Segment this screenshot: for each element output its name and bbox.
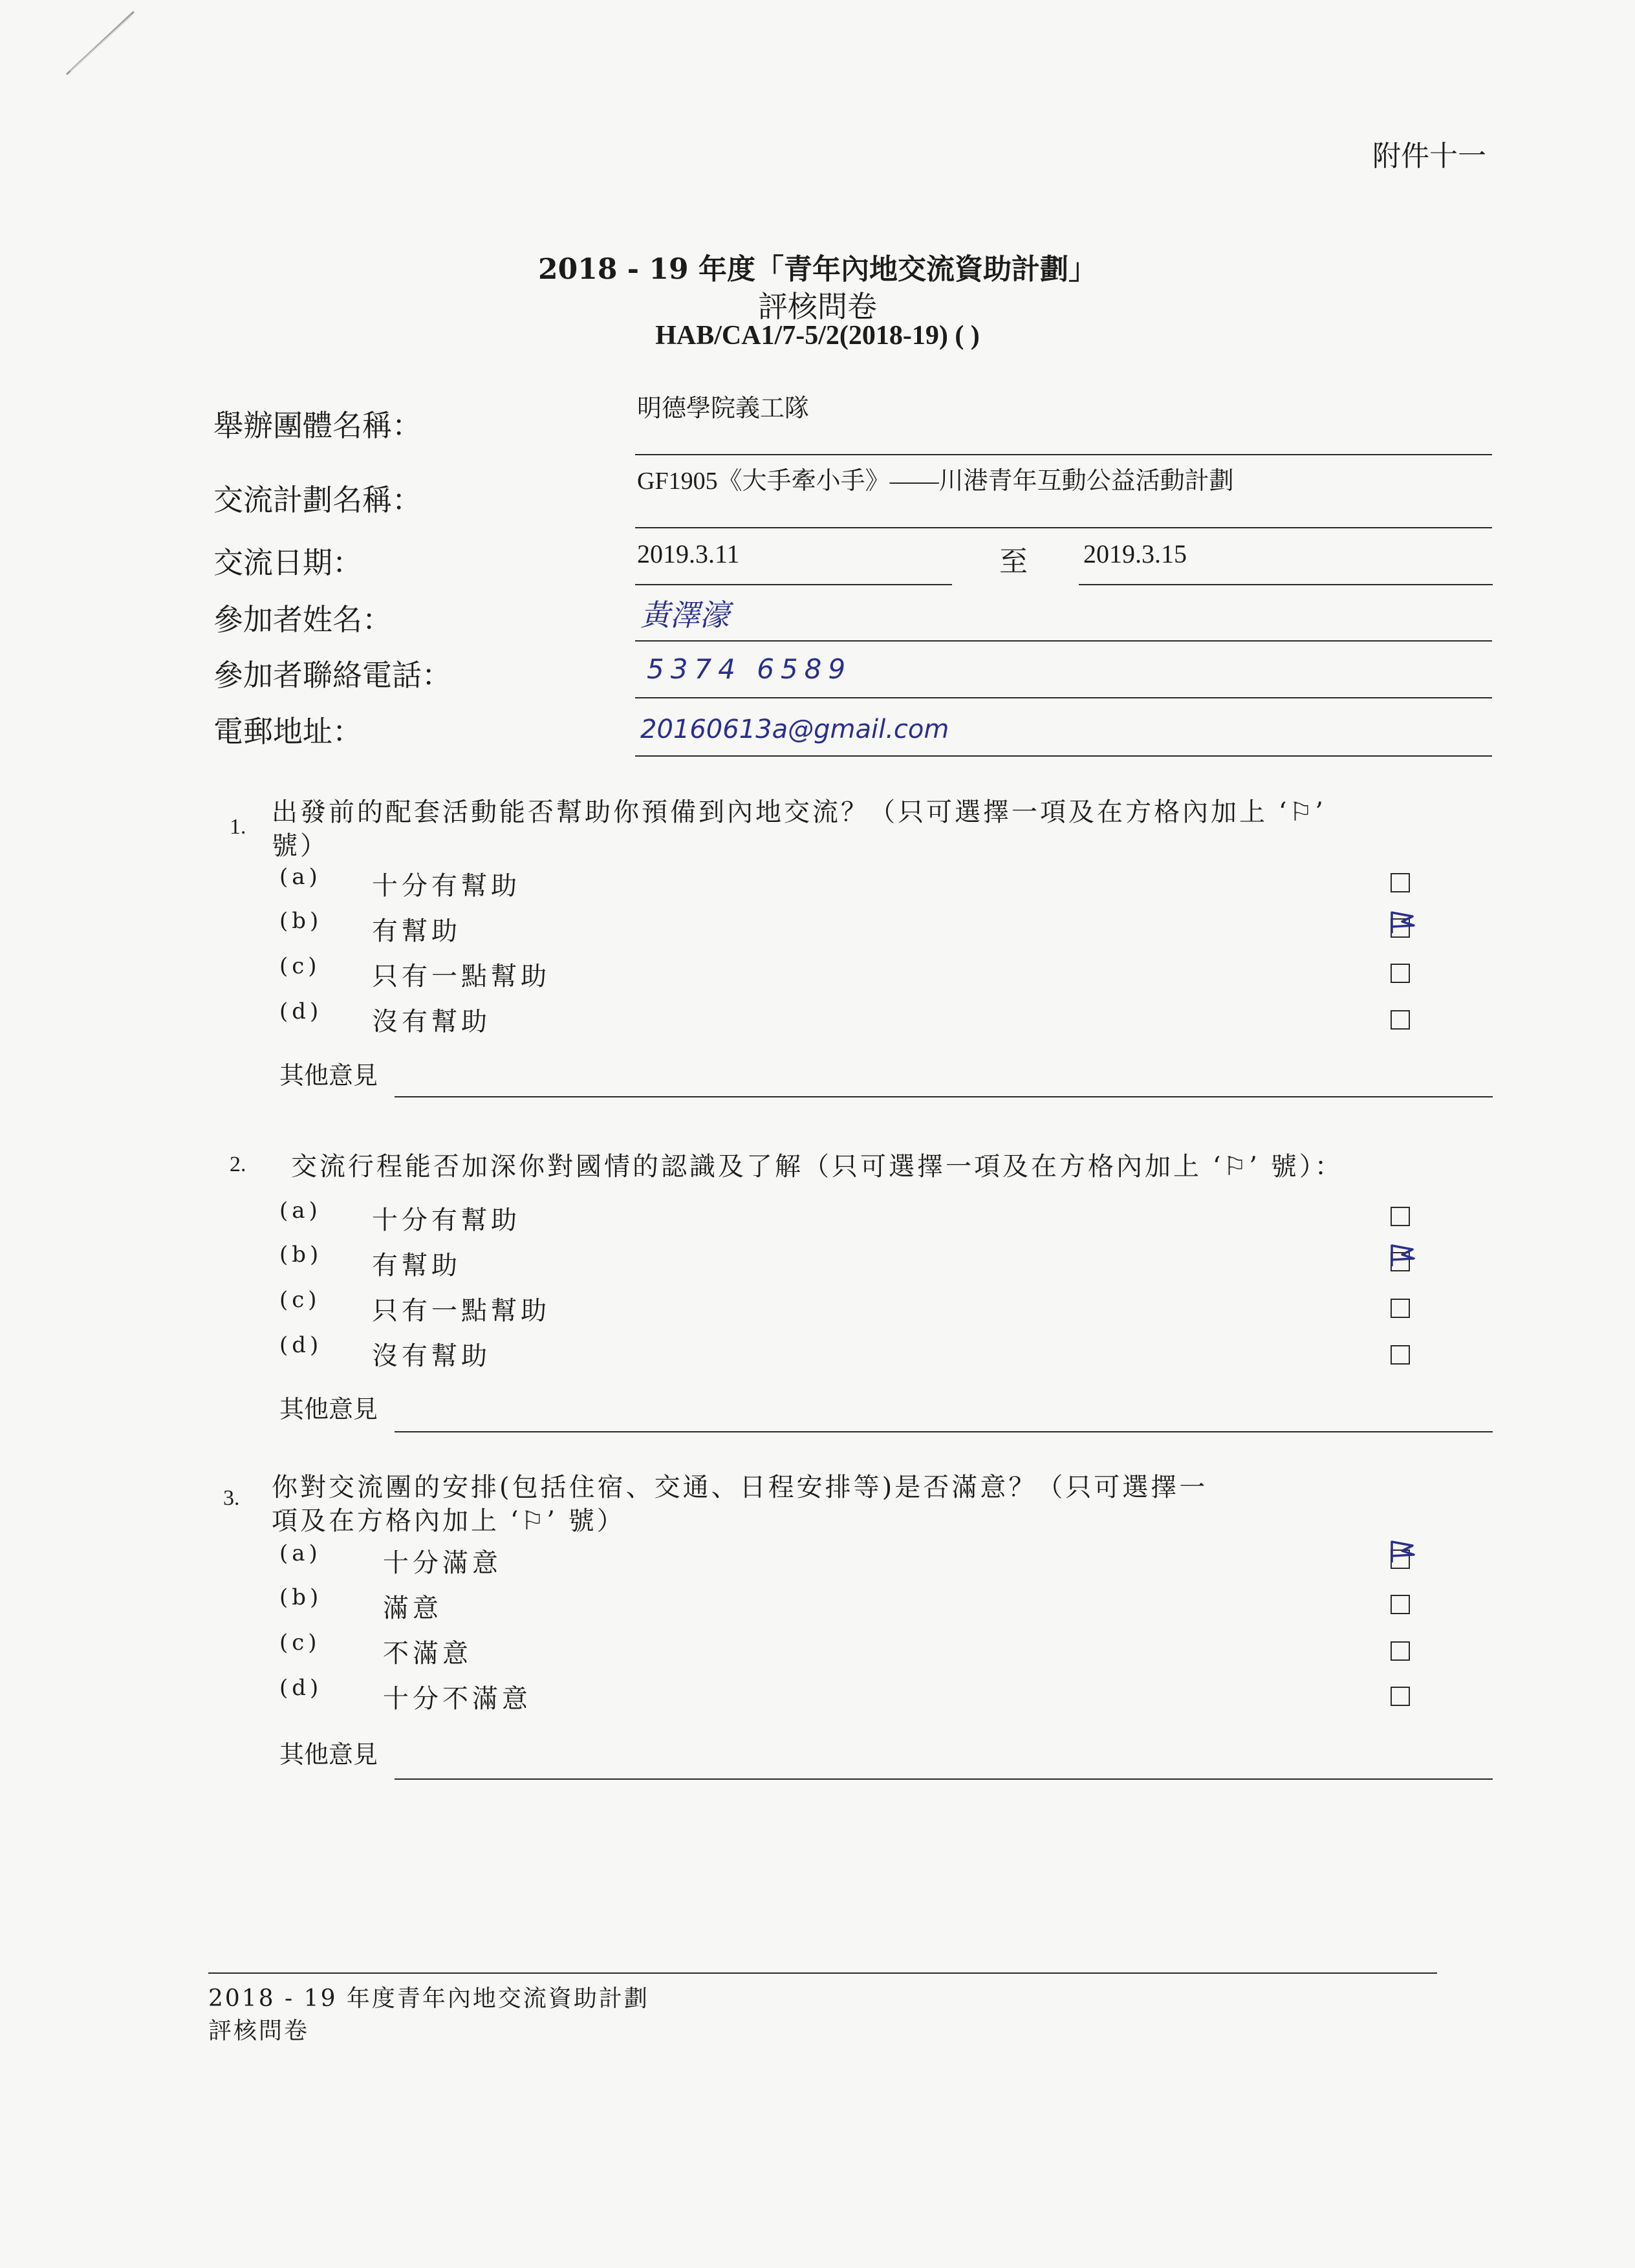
question-2-option-b-label: 有幫助 [372,1251,461,1280]
question-3-option-c-checkbox[interactable] [1391,1641,1410,1661]
date-to-underline [1079,584,1493,585]
phone-underline [635,697,1492,698]
question-2-option-d-code: (d) [279,1332,323,1358]
annex-label: 附件十一 [1372,140,1486,173]
question-1-option-d-checkbox[interactable] [1391,1010,1410,1030]
name-value: 黃澤濠 [640,598,730,632]
form-title: 2018 - 19 年度「青年內地交流資助計劃」 [538,253,1097,286]
question-1-option-c-code: (c) [279,953,321,979]
question-3-other-line[interactable] [395,1778,1493,1780]
question-3-option-a-code: (a) [279,1540,321,1566]
question-1-number: 1. [230,815,246,839]
phone-label: 參加者聯絡電話： [213,658,451,693]
question-1-option-a-code: (a) [279,864,321,890]
phone-value: 5374 6589 [647,653,852,685]
question-1-other-line[interactable] [395,1096,1493,1097]
question-2-option-a-code: (a) [279,1198,321,1224]
date-from-underline [635,584,952,585]
question-1-option-d-code: (d) [279,999,323,1024]
question-1-option-a-checkbox[interactable] [1391,873,1410,892]
question-1-other-label: 其他意見 [279,1061,378,1090]
question-3-option-d-label: 十分不滿意 [383,1684,532,1714]
question-1-option-c-label: 只有一點幫助 [372,962,550,991]
question-3-other-label: 其他意見 [279,1740,378,1769]
question-2-option-c-checkbox[interactable] [1391,1299,1410,1318]
email-label: 電郵地址： [213,714,362,749]
question-3-text-cont: 項及在方格內加上 ‘⚐’ 號） [272,1506,625,1536]
footer-line-2: 評核問卷 [208,2018,310,2044]
email-underline [635,755,1492,757]
question-3-number: 3. [223,1486,240,1510]
date-to-value: 2019.3.15 [1083,539,1187,568]
question-1-text-cont: 號） [272,831,329,861]
date-label: 交流日期： [213,545,362,580]
question-3-text: 你對交流團的安排(包括住宿、交通、日程安排等)是否滿意？（只可選擇一 [272,1473,1208,1502]
date-to-label: 至 [999,545,1028,578]
question-2-option-c-code: (c) [279,1287,321,1313]
organiser-value: 明德學院義工隊 [637,394,810,422]
question-3-option-a-label: 十分滿意 [383,1548,502,1578]
question-1-option-a-label: 十分有幫助 [372,871,521,901]
question-1-option-b-label: 有幫助 [372,916,461,946]
footer-divider [208,1972,1437,1974]
question-1-option-b-code: (b) [279,908,323,934]
question-2-option-a-label: 十分有幫助 [372,1205,521,1235]
form-reference: HAB/CA1/7-5/2(2018-19) ( ) [655,321,980,351]
question-3-option-b-label: 滿意 [383,1593,442,1623]
question-3-option-d-checkbox[interactable] [1391,1687,1410,1706]
question-2-other-line[interactable] [395,1431,1493,1432]
name-label: 參加者姓名： [213,602,392,637]
question-2-option-c-label: 只有一點幫助 [372,1296,550,1326]
question-3-option-d-code: (d) [279,1675,323,1701]
footer-line-1: 2018 - 19 年度青年內地交流資助計劃 [208,1985,649,2012]
question-2-option-a-checkbox[interactable] [1391,1207,1410,1226]
question-3-option-c-label: 不滿意 [383,1639,472,1669]
question-2-text: 交流行程能否加深你對國情的認識及了解（只可選擇一項及在方格內加上 ‘⚐’ 號）： [291,1152,1343,1182]
question-2-option-d-checkbox[interactable] [1391,1345,1410,1365]
email-value: 20160613a@gmail.com [640,715,949,744]
question-1-text: 出發前的配套活動能否幫助你預備到內地交流？（只可選擇一項及在方格內加上 ‘⚐’ [272,797,1326,827]
question-1-option-d-label: 沒有幫助 [372,1007,491,1037]
organiser-underline [635,454,1492,455]
question-2-option-b-check-mark [1388,1242,1418,1268]
date-from-value: 2019.3.11 [637,539,740,568]
form-subtitle: 評核問卷 [758,289,877,324]
question-1-option-b-check-mark [1388,909,1418,934]
question-2-option-d-label: 沒有幫助 [372,1341,491,1371]
organiser-label: 舉辦團體名稱： [213,408,422,443]
name-underline [635,640,1492,642]
project-underline [635,527,1492,528]
project-label: 交流計劃名稱： [213,482,422,517]
question-2-other-label: 其他意見 [279,1395,378,1423]
question-1-option-c-checkbox[interactable] [1391,964,1410,983]
question-2-number: 2. [230,1152,246,1176]
question-2-option-b-code: (b) [279,1242,323,1268]
staple-mark [61,6,139,78]
question-3-option-b-code: (b) [279,1584,323,1610]
question-3-option-b-checkbox[interactable] [1391,1595,1410,1614]
question-3-option-c-code: (c) [279,1630,321,1656]
question-3-option-a-check-mark [1388,1538,1418,1564]
project-value: GF1905《大手牽小手》——川港青年互動公益活動計劃 [637,468,1234,495]
